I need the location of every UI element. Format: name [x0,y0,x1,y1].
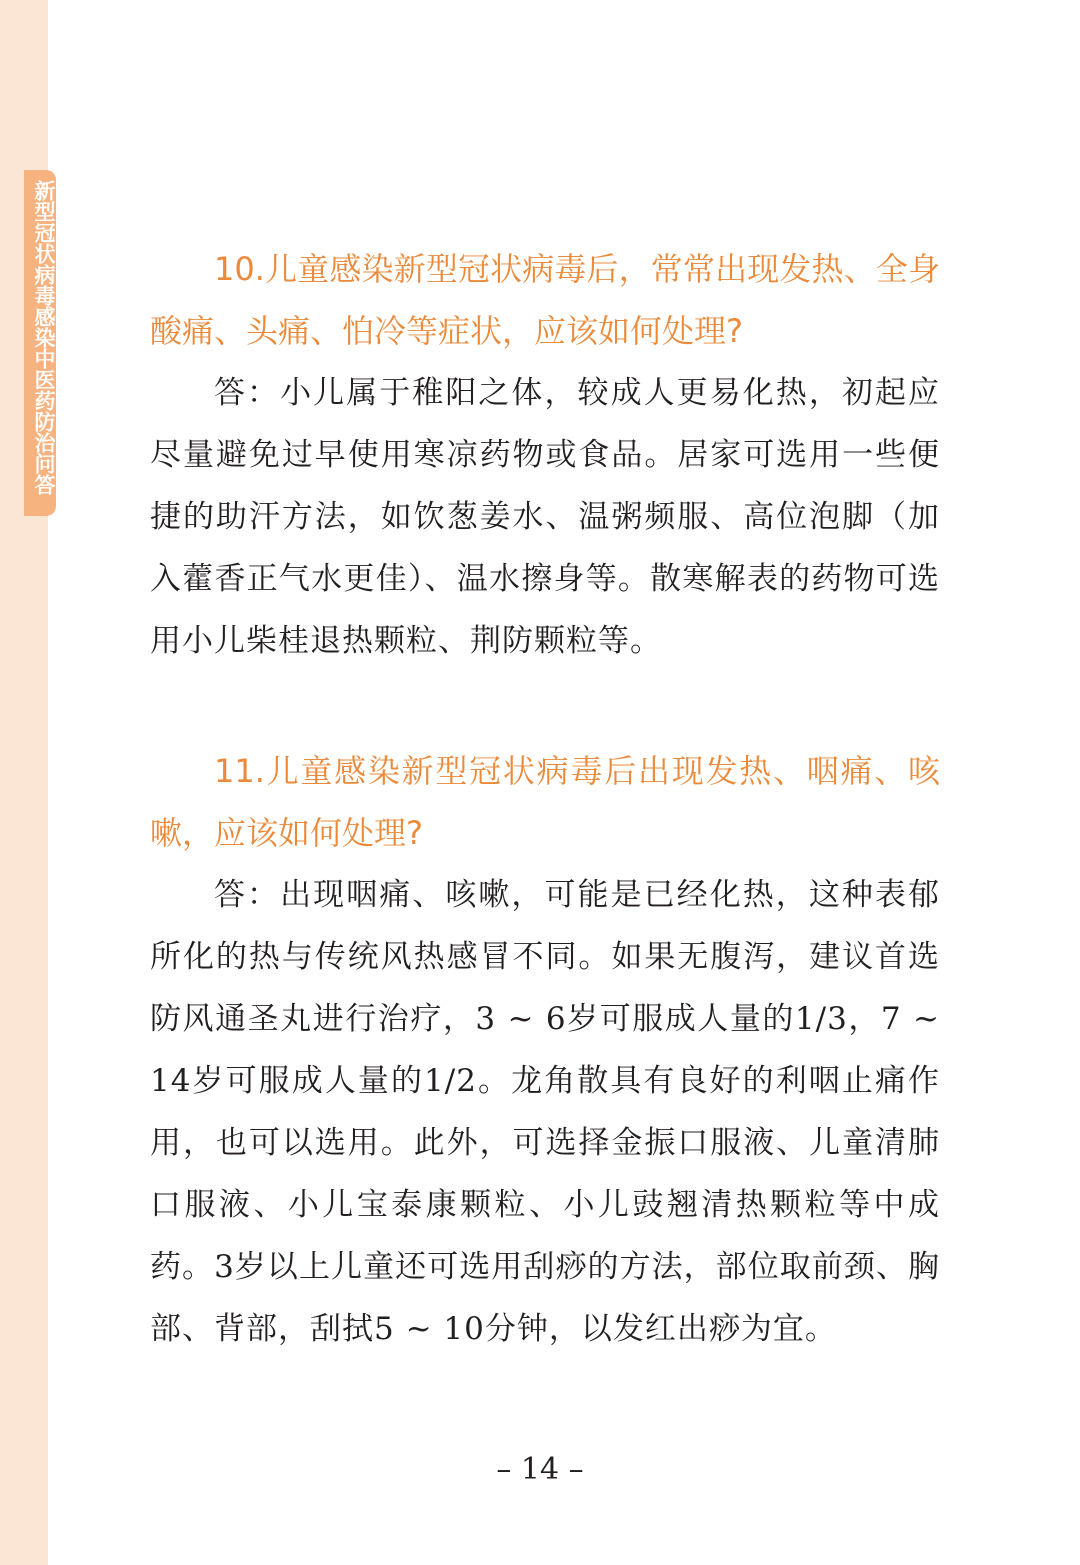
side-tab-label: 新型冠状病毒感染中医药防治问答 [32,180,56,495]
page-number: – 14 – [496,1452,584,1487]
question-title-11: 11.儿童感染新型冠状病毒后出现发热、咽痛、咳嗽，应该如何处理? [150,752,940,852]
answer-text-10: 答：小儿属于稚阳之体，较成人更易化热，初起应尽量避免过早使用寒凉药物或食品。居家可选用一些便捷的助汗方法，如饮葱姜水、温粥频服、高位泡脚（加入藿香正气水更佳）、温水擦身等。散寒解表的药物可选用小儿柴桂退热颗粒、荆防颗粒等。 [150,375,940,659]
qa-section-10 [150,238,940,672]
question-title-10: 10.儿童感染新型冠状病毒后，常常出现发热、全身酸痛、头痛、怕冷等症状，应该如何处理? [150,250,940,350]
qa-section-11 [150,740,940,1360]
answer-text-11: 答：出现咽痛、咳嗽，可能是已经化热，这种表郁所化的热与传统风热感冒不同。如果无腹泻，建议首选防风通圣丸进行治疗，3 ~ 6岁可服成人量的1/3，7 ~ 14岁可服成人量的1/2。龙角散具有良好的利咽止痛作用，也可以选用。此外，可选择金振口服液、儿童清肺口服液、小儿宝泰康颗粒、小儿豉翘清热颗粒等中成药。3岁以上儿童还可选用刮痧的方法，部位取前颈、胸部、背部，刮拭5 ~ 10分钟，以发红出痧为宜。 [150,877,940,1347]
